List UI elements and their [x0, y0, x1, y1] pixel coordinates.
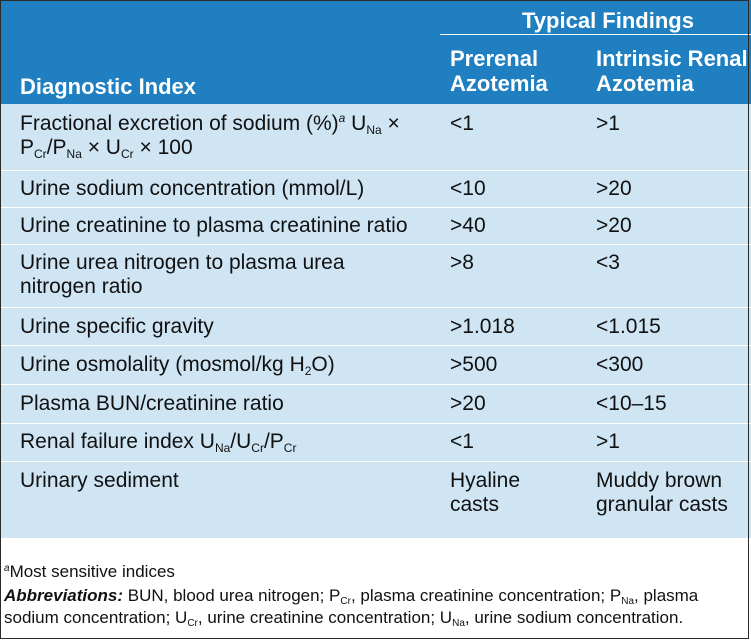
prerenal-value: <10 [450, 177, 486, 200]
intrinsic-value: <10–15 [596, 392, 667, 415]
diagnostic-index-heading: Diagnostic Index [20, 74, 197, 99]
abbreviations-note: Abbreviations: BUN, blood urea nitrogen; $P_{Cr}$, plasma creatinine concentration; $P_{Na}$, plasma sodium concentration; $U_{Cr}$, urine creatinine concentration; $U_{Na}$, urine sodium concentration. [4, 586, 699, 629]
prerenal-value: Hyaline casts [450, 469, 521, 516]
prerenal-value: >500 [450, 353, 498, 376]
typical-findings-heading: Typical Findings [522, 8, 694, 33]
index-cell: Urine creatinine to plasma creatinine ratio [20, 214, 408, 237]
index-cell: Urine osmolality (mosmol/kg $H_2O$) [20, 353, 335, 378]
prerenal-value: >1.018 [450, 315, 515, 338]
prerenal-value: >40 [450, 214, 486, 237]
index-cell: Plasma BUN/creatinine ratio [20, 392, 284, 415]
prerenal-value: <1 [450, 112, 474, 135]
intrinsic-value: Muddy brown granular casts [596, 469, 728, 516]
intrinsic-heading-line1: Intrinsic Renal [596, 46, 748, 71]
prerenal-value: <1 [450, 430, 474, 453]
prerenal-value: >8 [450, 251, 474, 274]
prerenal-value: >20 [450, 392, 486, 415]
intrinsic-value: <300 [596, 353, 644, 376]
intrinsic-value: >20 [596, 177, 632, 200]
intrinsic-value: <1.015 [596, 315, 661, 338]
intrinsic-heading-line2: Azotemia [596, 71, 694, 96]
prerenal-heading-line1: Prerenal [450, 46, 539, 71]
index-cell: Urine urea nitrogen to plasma urea nitrogen ratio [20, 251, 345, 298]
footnote: $^a$Most sensitive indices [4, 562, 175, 581]
intrinsic-value: >1 [596, 430, 620, 453]
intrinsic-value: <3 [596, 251, 620, 274]
index-cell: Urine specific gravity [20, 315, 214, 338]
intrinsic-value: >1 [596, 112, 620, 135]
index-cell: Urinary sediment [20, 469, 179, 492]
index-cell: Fractional excretion of sodium (%)$^a$ $U_{Na}$ × $P_{Cr}/P_{Na} \times U_{Cr} \times 100$ [20, 111, 400, 161]
index-cell: Urine sodium concentration (mmol/L) [20, 177, 365, 200]
index-cell: Renal failure index $U_{Na}/U_{Cr}/P_{Cr}$ [20, 430, 297, 455]
prerenal-heading-line2: Azotemia [450, 71, 548, 96]
intrinsic-value: >20 [596, 214, 632, 237]
